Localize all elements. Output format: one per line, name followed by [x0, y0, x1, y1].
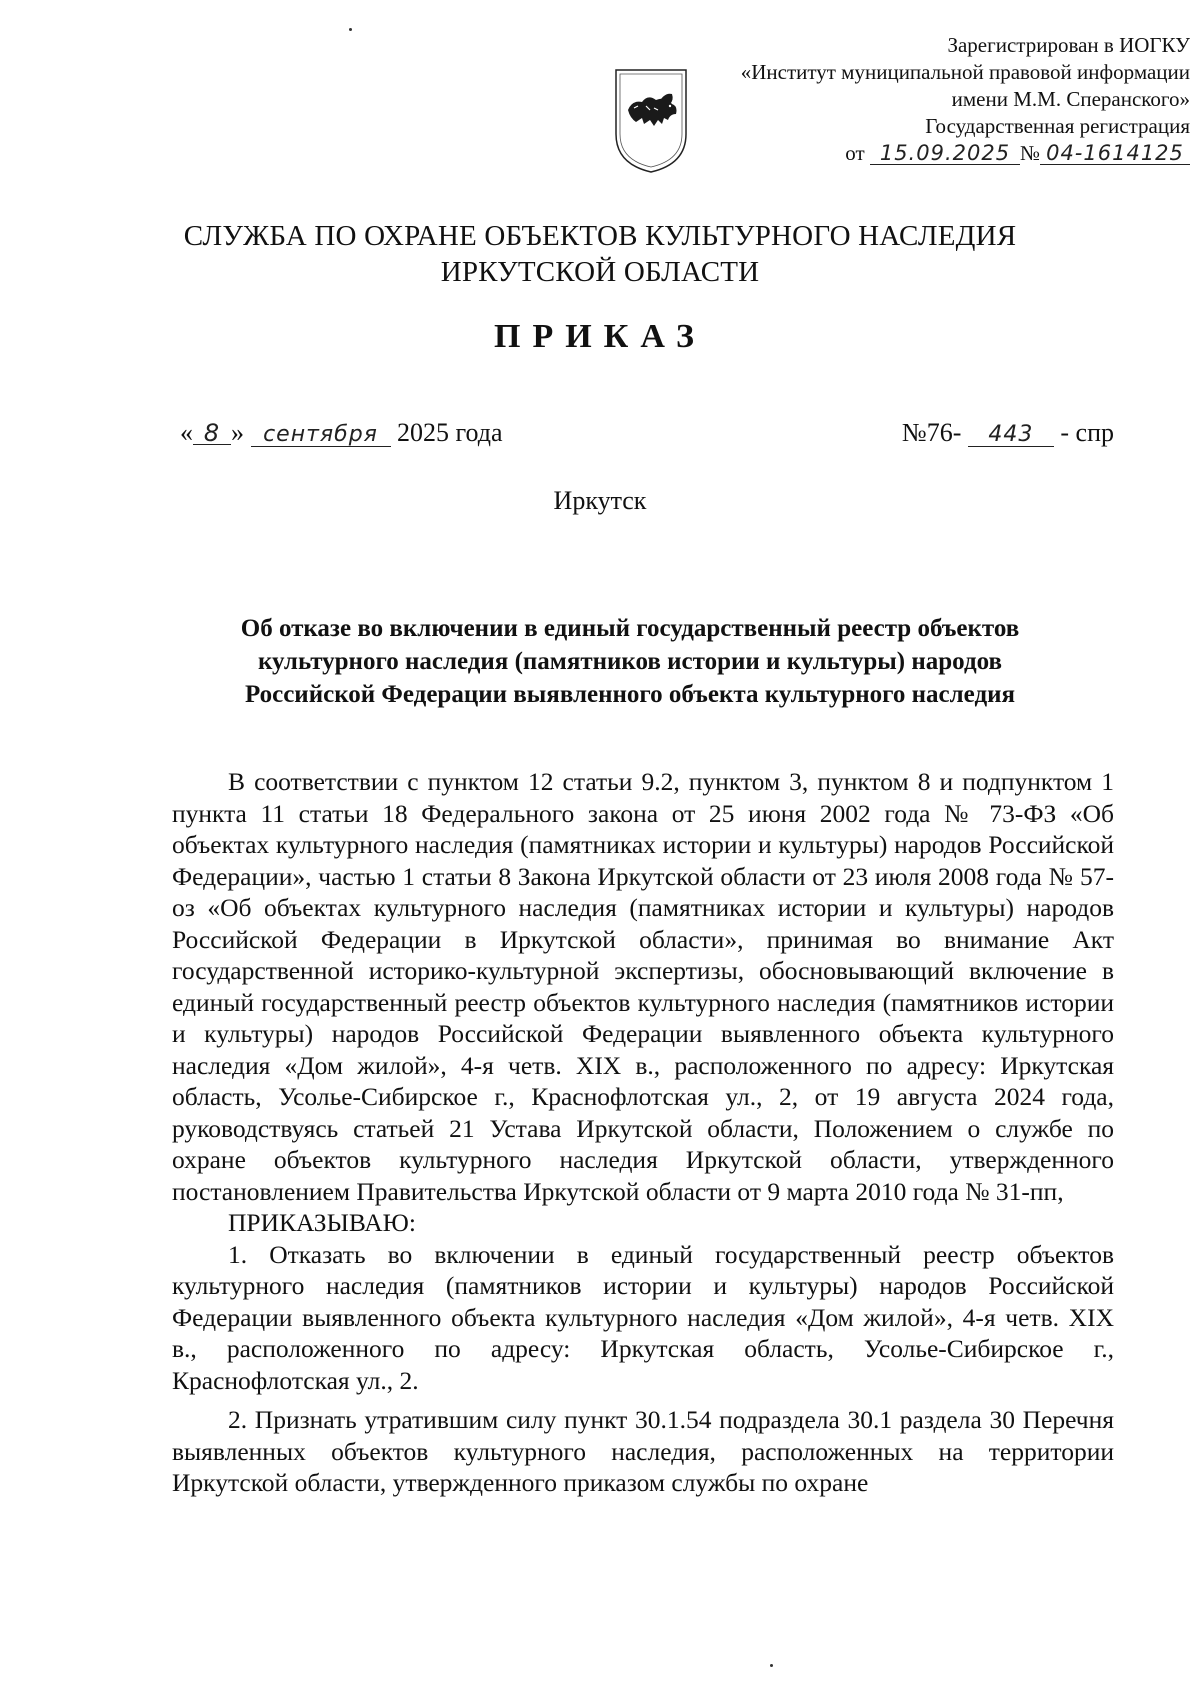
order-number-suffix: - спр — [1060, 418, 1114, 447]
order-item-1: 1. Отказать во включении в единый государственный реестр объектов культурного наследия (памятников истории и культуры) народов Российской Федерации выявленного объекта культурного наследия «Дом жилой», 4-я четв. XIX в., расположенного по адресу: Иркутская область, Усолье-Сибирское г., Краснофлотская ул., 2. — [172, 1239, 1114, 1395]
irkutsk-coat-of-arms-icon — [612, 64, 690, 176]
registration-line-3: имени М.М. Сперанского» — [951, 87, 1190, 111]
order-word: ПРИКАЗЫВАЮ: — [228, 1208, 416, 1237]
date-open-quote: « — [180, 418, 193, 447]
order-body — [172, 766, 1114, 1499]
scan-mark — [770, 1664, 773, 1667]
registration-number-line — [630, 140, 1190, 167]
order-date — [180, 418, 503, 448]
order-item-2: 2. Признать утратившим силу пункт 30.1.54 подраздела 30.1 раздела 30 Перечня выявленных объектов культурного наследия, расположенных на территории Иркутской области, утвержденного приказом службы по охране — [172, 1405, 1114, 1497]
date-year: 2025 года — [397, 418, 503, 447]
scan-mark — [349, 28, 352, 31]
order-number — [902, 418, 1114, 448]
city: Иркутск — [553, 486, 647, 515]
document-title: ПРИКАЗ — [494, 318, 706, 355]
registration-number: 04-1614125 — [1040, 142, 1190, 165]
subject-line-1: Об отказе во включении в единый государственный реестр объектов — [240, 615, 1020, 642]
order-subject — [170, 612, 1090, 711]
order-number-prefix: №76- — [901, 418, 962, 447]
registration-date: 15.09.2025 — [870, 142, 1020, 165]
registration-line-4: Государственная регистрация — [925, 114, 1190, 138]
subject-line-3: Российской Федерации выявленного объекта культурного наследия — [244, 681, 1016, 708]
preamble-paragraph: В соответствии с пунктом 12 статьи 9.2, пунктом 3, пунктом 8 и подпунктом 1 пункта 11 статьи 18 Федерального закона от 25 июня 2002 года № 73-ФЗ «Об объектах культурного наследия (памятниках истории и культуры) народов Российской Федерации», частью 1 статьи 8 Закона Иркутской области от 23 июля 2008 года № 57-оз «Об объектах культурного наследия (памятниках истории и культуры) народов Российской Федерации в Иркутской области», принимая во внимание Акт государственной историко-культурной экспертизы, обосновывающий включение в единый государственный реестр объектов культурного наследия (памятников истории и культуры) народов Российской Федерации выявленного объекта культурного наследия «Дом жилой», 4-я четв. XIX в., расположенного по адресу: Иркутская область, Усолье-Сибирское г., Краснофлотская ул., 2, от 19 августа 2024 года, руководствуясь статьей 21 Устава Иркутской области, Положением о службе по охране объектов культурного наследия Иркутской области, утвержденного постановлением Правительства Иркутской области от 9 марта 2010 года № 31-пп, — [172, 767, 1114, 1206]
date-day: 8 — [193, 422, 231, 445]
order-number-value: 443 — [968, 424, 1054, 447]
date-month: сентября — [251, 424, 391, 447]
date-close-quote: » — [231, 418, 244, 447]
organization-line-1: СЛУЖБА ПО ОХРАНЕ ОБЪЕКТОВ КУЛЬТУРНОГО НАСЛЕДИЯ — [183, 220, 1017, 252]
registration-line-2: «Институт муниципальной правовой информации — [740, 60, 1190, 84]
organization-line-2: ИРКУТСКОЙ ОБЛАСТИ — [440, 256, 760, 288]
registration-stamp — [630, 32, 1190, 167]
subject-line-2: культурного наследия (памятников истории и культуры) народов — [257, 648, 1002, 675]
registration-from-label: от — [845, 141, 865, 165]
registration-number-sign: № — [1019, 141, 1040, 165]
organization-name — [0, 218, 1200, 290]
registration-line-1: Зарегистрирован в ИОГКУ — [947, 33, 1190, 57]
